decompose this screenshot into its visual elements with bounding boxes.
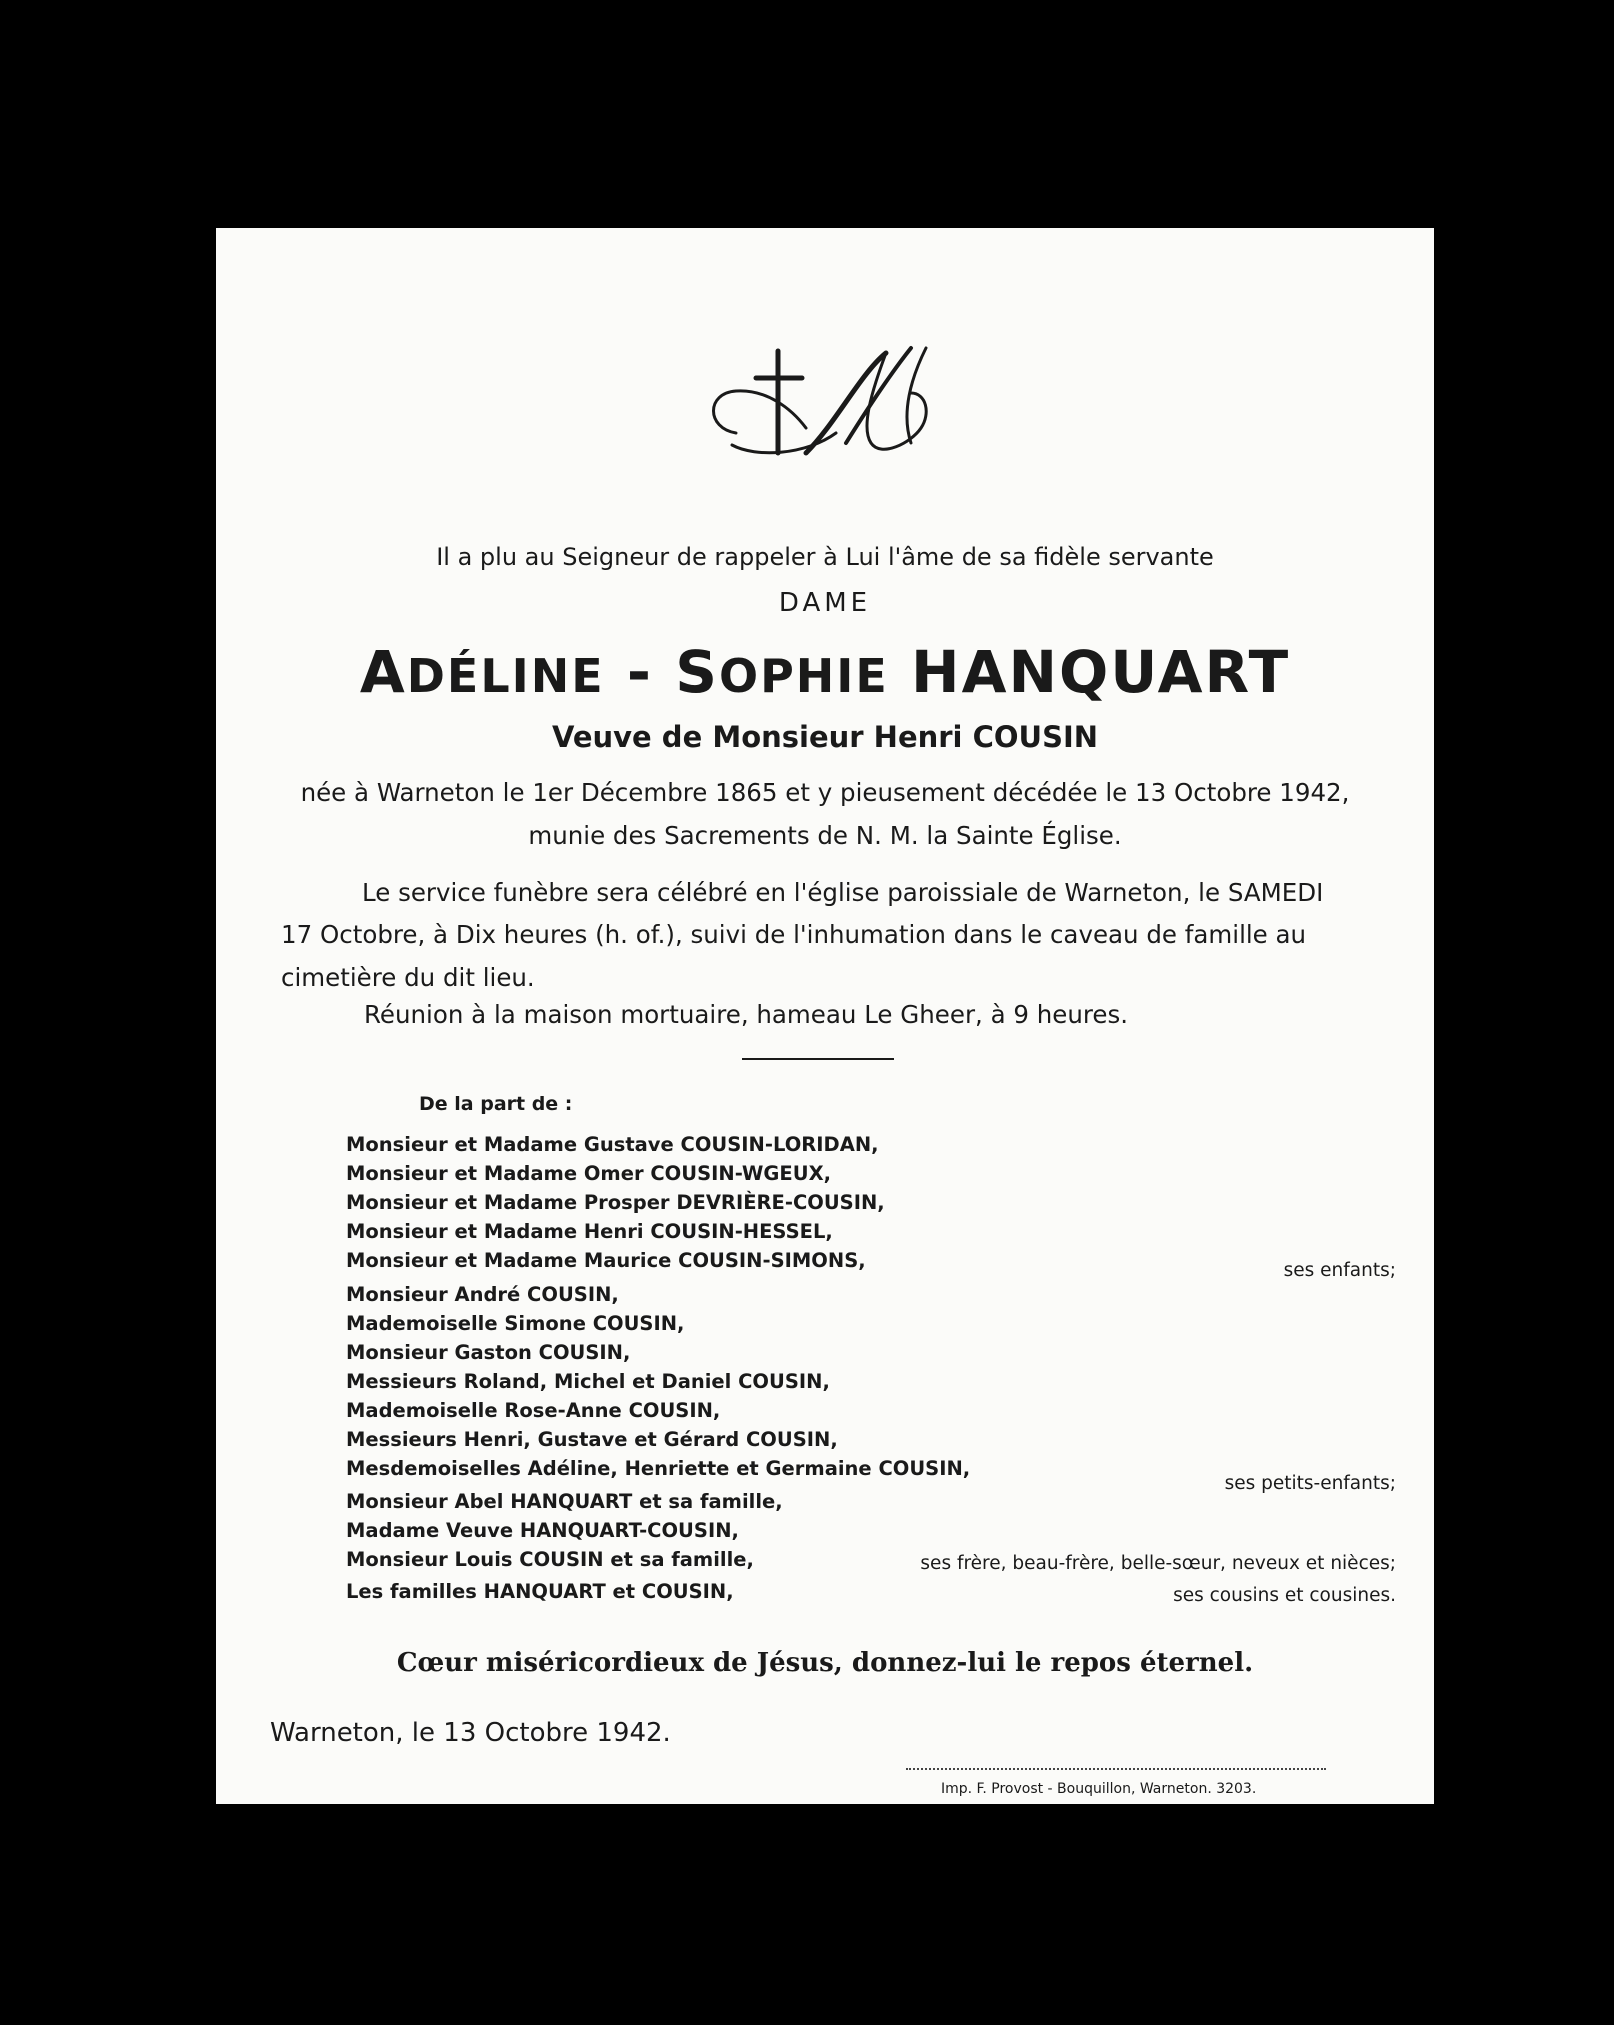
service-line-1: Le service funèbre sera célébré en l'église paroissiale de Warneton, le SAMEDI	[362, 878, 1324, 907]
relative-role: ses petits-enfants;	[1224, 1473, 1396, 1494]
relative-name: Monsieur et Madame Gustave COUSIN-LORIDAN,	[346, 1133, 879, 1156]
relative-name: Monsieur André COUSIN,	[346, 1283, 619, 1306]
relative-name: Monsieur Gaston COUSIN,	[346, 1341, 631, 1364]
relative-name: Monsieur et Madame Prosper DEVRIÈRE-COUSIN,	[346, 1191, 885, 1214]
birth-death-line: née à Warneton le 1er Décembre 1865 et y pieusement décédée le 13 Octobre 1942,	[300, 778, 1350, 807]
divider-rule	[742, 1058, 894, 1060]
widow-line: Veuve de Monsieur Henri COUSIN	[551, 720, 1099, 754]
relative-name: Mesdemoiselles Adéline, Henriette et Germaine COUSIN,	[346, 1457, 971, 1480]
relative-role: ses enfants;	[1283, 1260, 1396, 1281]
relative-role: ses cousins et cousines.	[1173, 1585, 1396, 1606]
relative-name: Monsieur et Madame Omer COUSIN-WGEUX,	[346, 1162, 832, 1185]
relative-role: ses frère, beau-frère, belle-sœur, neveux et nièces;	[920, 1553, 1396, 1574]
relative-name: Messieurs Roland, Michel et Daniel COUSIN,	[346, 1370, 830, 1393]
relative-name: Monsieur et Madame Maurice COUSIN-SIMONS,	[346, 1249, 866, 1272]
place-date: Warneton, le 13 Octobre 1942.	[270, 1718, 671, 1748]
intro-line: Il a plu au Seigneur de rappeler à Lui l'âme de sa fidèle servante	[436, 543, 1214, 571]
service-line-2: 17 Octobre, à Dix heures (h. of.), suivi de l'inhumation dans le caveau de famille au	[281, 920, 1307, 949]
relative-name: Mademoiselle Rose-Anne COUSIN,	[346, 1399, 721, 1422]
service-line-3: cimetière du dit lieu.	[281, 963, 535, 992]
relative-name: Monsieur Abel HANQUART et sa famille,	[346, 1490, 783, 1513]
relatives-heading: De la part de :	[419, 1093, 573, 1115]
relative-name: Les familles HANQUART et COUSIN,	[346, 1580, 734, 1603]
relative-name: Mademoiselle Simone COUSIN,	[346, 1312, 685, 1335]
relative-name: Madame Veuve HANQUART-COUSIN,	[346, 1519, 739, 1542]
prayer-motto: Cœur miséricordieux de Jésus, donnez-lui le repos éternel.	[396, 1648, 1254, 1678]
funeral-card	[216, 228, 1434, 1804]
reunion-line: Réunion à la maison mortuaire, hameau Le Gheer, à 9 heures.	[364, 1000, 1129, 1029]
deceased-name: ADÉLINE - SOPHIE HANQUART	[359, 638, 1291, 706]
dotted-rule	[906, 1768, 1326, 1770]
sacraments-line: munie des Sacrements de N. M. la Sainte Église.	[528, 821, 1122, 850]
relative-name: Monsieur Louis COUSIN et sa famille,	[346, 1548, 754, 1571]
relative-name: Messieurs Henri, Gustave et Gérard COUSIN,	[346, 1428, 838, 1451]
printer-credit: Imp. F. Provost - Bouquillon, Warneton. 3203.	[941, 1781, 1257, 1797]
title-dame: DAME	[778, 588, 872, 618]
cross-monogram-emblem	[696, 333, 956, 473]
relative-name: Monsieur et Madame Henri COUSIN-HESSEL,	[346, 1220, 833, 1243]
